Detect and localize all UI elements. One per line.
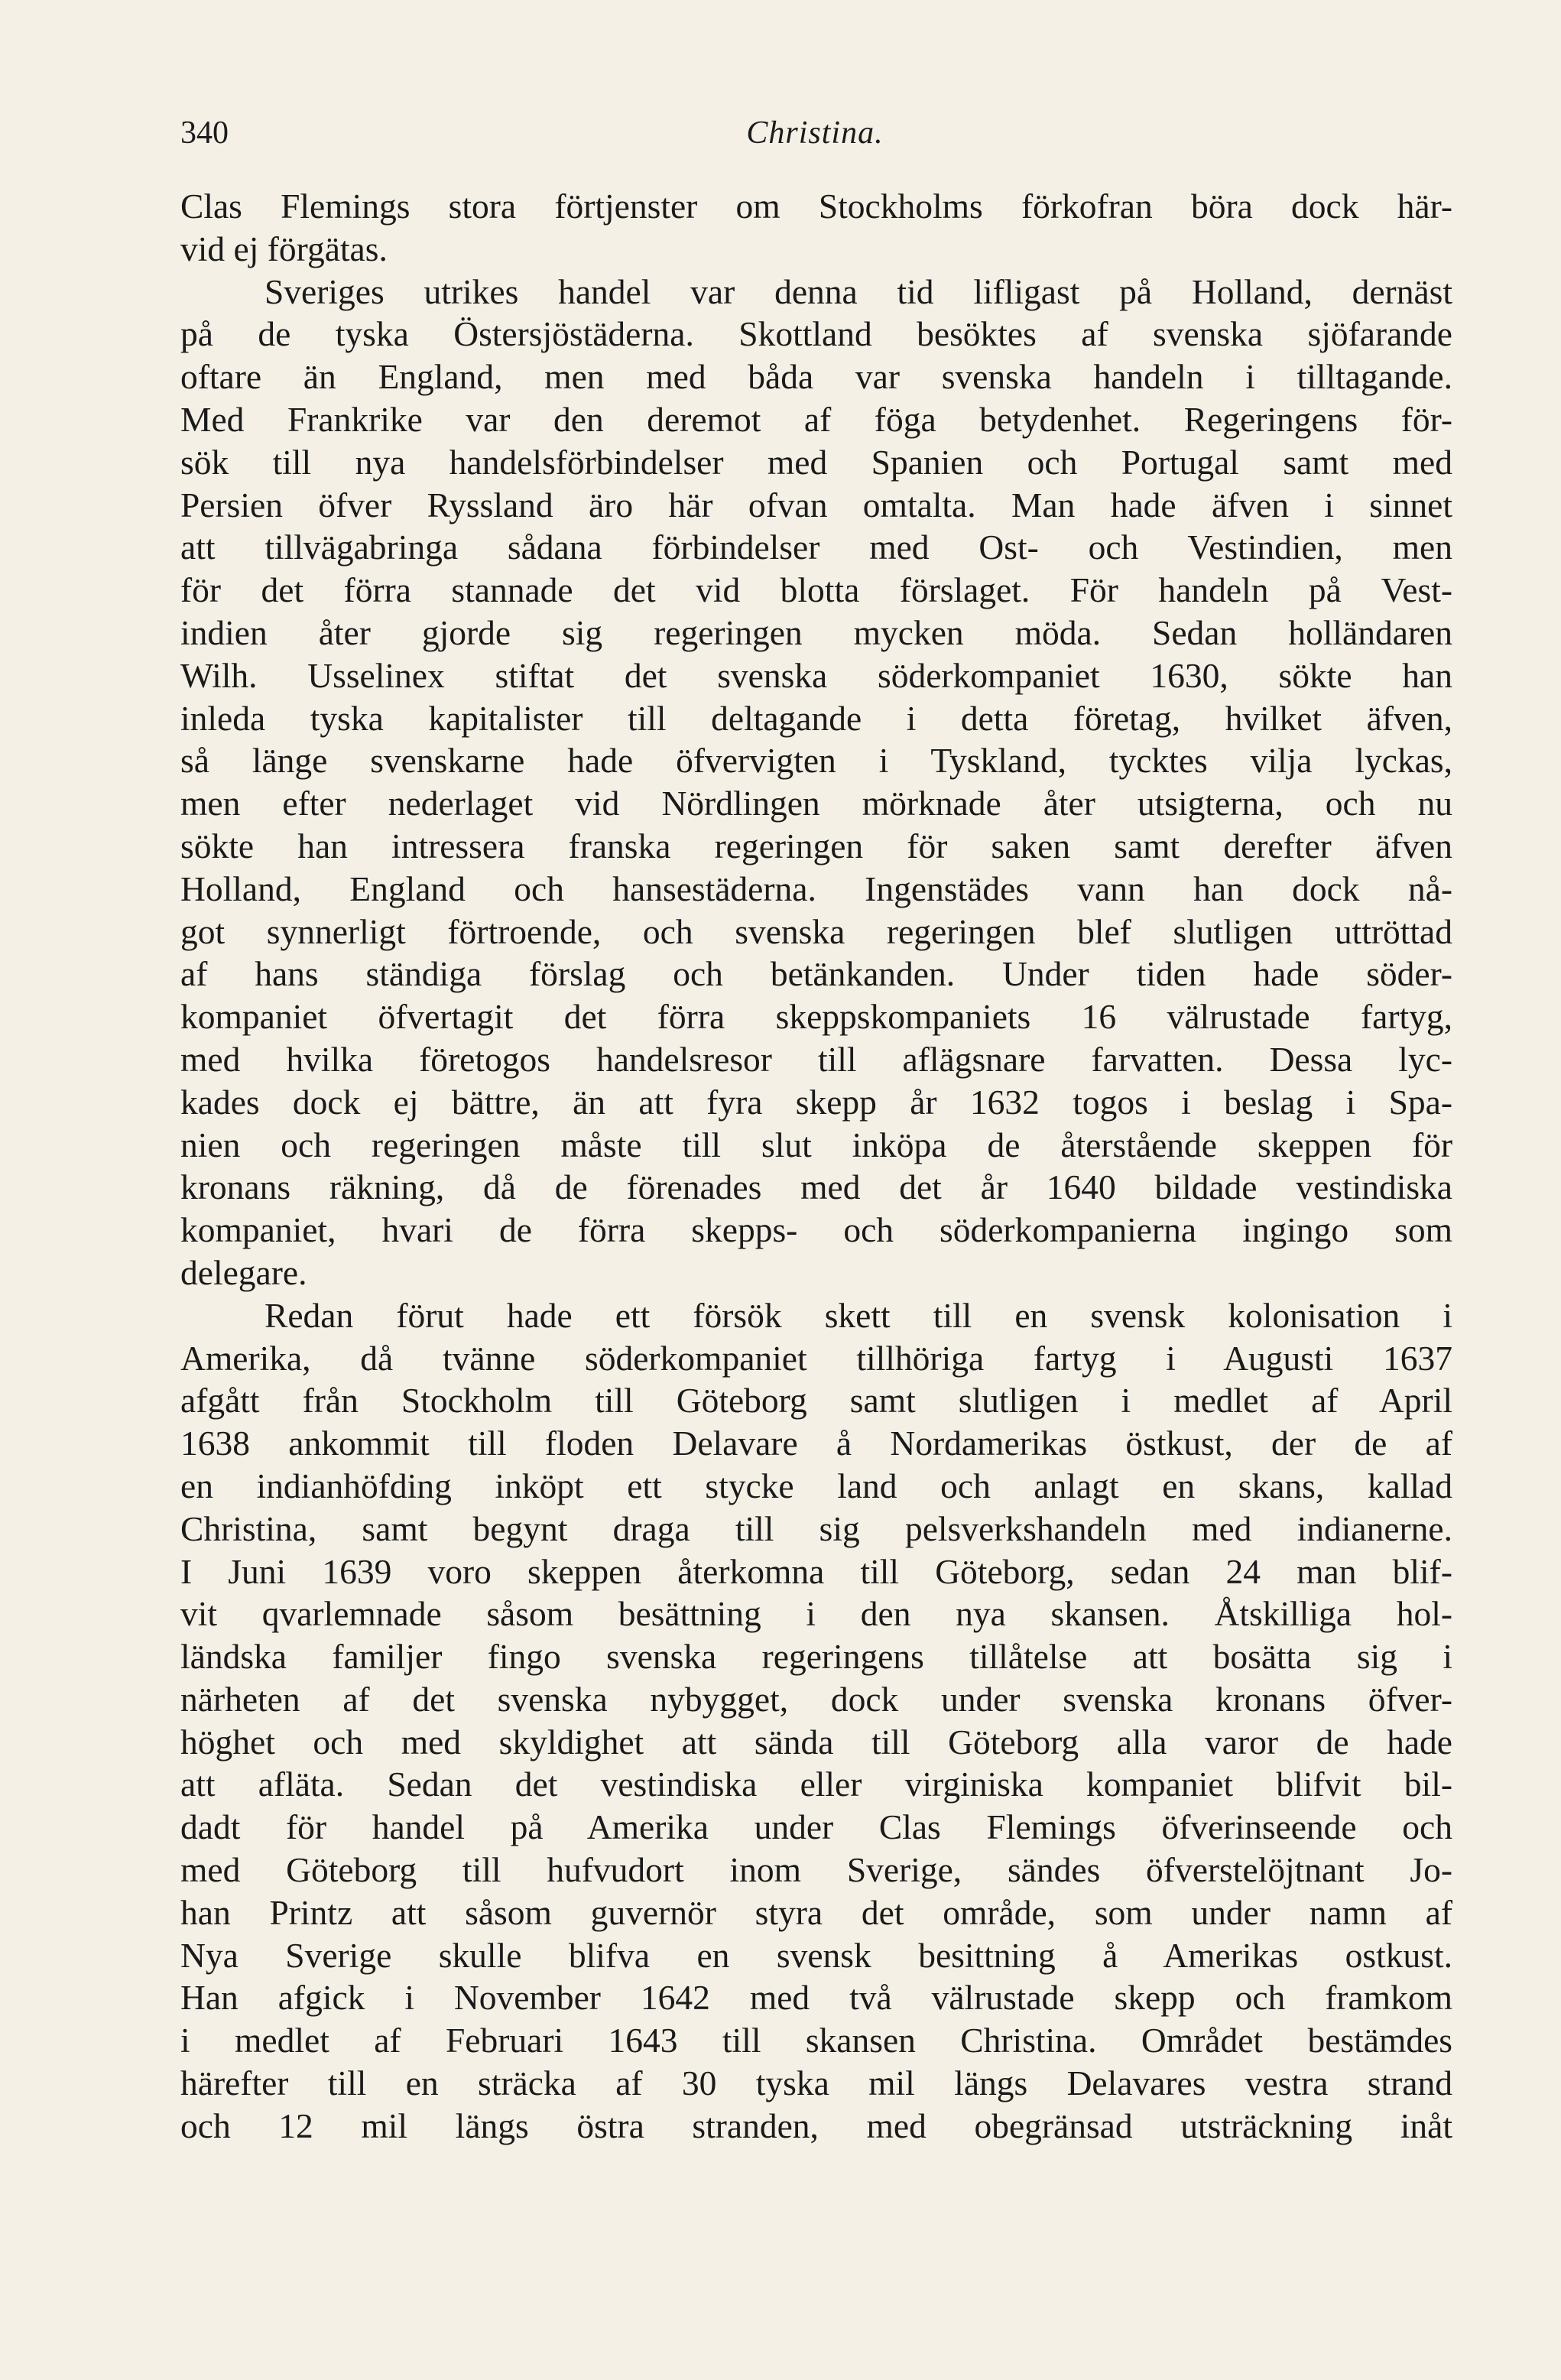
page-number: 340 xyxy=(180,115,229,151)
text-line: på de tyska Östersjöstäderna. Skottland besöktes af svenska sjöfarande xyxy=(180,314,1452,354)
text-line: härefter till en sträcka af 30 tyska mil längs Delavares vestra strand xyxy=(180,2063,1452,2103)
text-line: nien och regeringen måste till slut inköpa de återstående skeppen för xyxy=(180,1125,1452,1164)
text-line: höghet och med skyldighet att sända till Göteborg alla varor de hade xyxy=(180,1722,1452,1761)
text-line: han Printz att såsom guvernör styra det område, som under namn af xyxy=(180,1892,1452,1932)
text-line: ländska familjer fingo svenska regeringens tillåtelse att bosätta sig i xyxy=(180,1637,1452,1677)
text-line: afgått från Stockholm till Göteborg samt slutligen i medlet af April xyxy=(180,1381,1452,1421)
text-line: 1638 ankommit till floden Delavare å Nordamerikas östkust, der de af xyxy=(180,1424,1452,1463)
text-line: Med Frankrike var den deremot af föga betydenhet. Regeringens för- xyxy=(180,399,1452,439)
page-header xyxy=(180,115,1449,161)
text-line: Wilh. Usselinex stiftat det svenska söderkompaniet 1630, sökte han xyxy=(180,655,1452,695)
text-line: Sveriges utrikes handel var denna tid lifligast på Holland, dernäst xyxy=(264,271,1452,311)
text-line: delegare. xyxy=(180,1252,307,1292)
text-line: indien åter gjorde sig regeringen mycken möda. Sedan holländaren xyxy=(180,612,1452,652)
text-line: med hvilka företogos handelsresor till aflägsnare farvatten. Dessa lyc- xyxy=(180,1039,1452,1079)
text-line: oftare än England, men med båda var svenska handeln i tilltagande. xyxy=(180,357,1452,397)
text-line: för det förra stannade det vid blotta förslaget. För handeln på Vest- xyxy=(180,570,1452,610)
body-text xyxy=(180,185,1452,2148)
text-line: inleda tyska kapitalister till deltagande i detta företag, hvilket äfven, xyxy=(180,698,1452,738)
text-line: Nya Sverige skulle blifva en svensk besittning å Amerikas ostkust. xyxy=(180,1935,1452,1975)
text-line: kompaniet öfvertagit det förra skeppskompaniets 16 välrustade fartyg, xyxy=(180,997,1452,1037)
text-line: vid ej förgätas. xyxy=(180,229,388,268)
text-line: i medlet af Februari 1643 till skansen Christina. Området bestämdes xyxy=(180,2021,1452,2060)
text-line: kronans räkning, då de förenades med det år 1640 bildade vestindiska xyxy=(180,1167,1452,1207)
text-line: dadt för handel på Amerika under Clas Flemings öfverinseende och xyxy=(180,1807,1452,1847)
text-line: Han afgick i November 1642 med två välrustade skepp och framkom xyxy=(180,1978,1452,2018)
text-line: och 12 mil längs östra stranden, med obegränsad utsträckning inåt xyxy=(180,2106,1452,2145)
running-title: Christina. xyxy=(746,115,884,151)
text-line: got synnerligt förtroende, och svenska regeringen blef slutligen uttröttad xyxy=(180,911,1452,951)
text-line: kades dock ej bättre, än att fyra skepp år 1632 togos i beslag i Spa- xyxy=(180,1082,1452,1122)
text-line: sökte han intressera franska regeringen för saken samt derefter äfven xyxy=(180,826,1452,865)
text-line: Holland, England och hansestäderna. Ingenstädes vann han dock nå- xyxy=(180,869,1452,908)
text-line: så länge svenskarne hade öfvervigten i Tyskland, tycktes vilja lyckas, xyxy=(180,741,1452,781)
text-line: med Göteborg till hufvudort inom Sverige, sändes öfverstelöjtnant Jo- xyxy=(180,1850,1452,1890)
text-line: Redan förut hade ett försök skett till en svensk kolonisation i xyxy=(264,1295,1452,1335)
text-line: att afläta. Sedan det vestindiska eller virginiska kompaniet blifvit bil- xyxy=(180,1765,1452,1804)
text-line: Christina, samt begynt draga till sig pelsverkshandeln med indianerne. xyxy=(180,1508,1452,1548)
text-line: vit qvarlemnade såsom besättning i den nya skansen. Åtskilliga hol- xyxy=(180,1594,1452,1634)
text-line: I Juni 1639 voro skeppen återkomna till Göteborg, sedan 24 man blif- xyxy=(180,1551,1452,1591)
text-line: Clas Flemings stora förtjenster om Stockholms förkofran böra dock här- xyxy=(180,187,1452,226)
text-line: men efter nederlaget vid Nördlingen mörknade åter utsigterna, och nu xyxy=(180,784,1452,823)
text-line: kompaniet, hvari de förra skepps- och söderkompanierna ingingo som xyxy=(180,1210,1452,1250)
text-line: Amerika, då tvänne söderkompaniet tillhöriga fartyg i Augusti 1637 xyxy=(180,1338,1452,1378)
text-line: sök till nya handelsförbindelser med Spanien och Portugal samt med xyxy=(180,442,1452,482)
text-line: att tillvägabringa sådana förbindelser med Ost- och Vestindien, men xyxy=(180,528,1452,567)
text-line: af hans ständiga förslag och betänkanden. Under tiden hade söder- xyxy=(180,954,1452,994)
text-line: en indianhöfding inköpt ett stycke land och anlagt en skans, kallad xyxy=(180,1466,1452,1505)
text-line: närheten af det svenska nybygget, dock under svenska kronans öfver- xyxy=(180,1679,1452,1719)
text-line: Persien öfver Ryssland äro här ofvan omtalta. Man hade äfven i sinnet xyxy=(180,485,1452,524)
